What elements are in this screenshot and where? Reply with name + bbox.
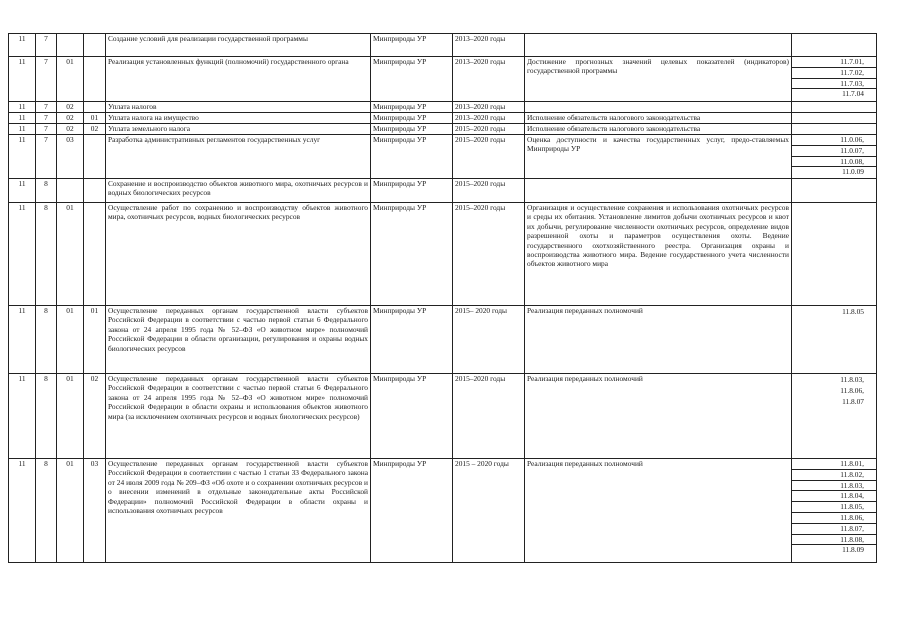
activity-name-cell: Создание условий для реализации государственной программы	[106, 34, 371, 57]
indicator-code: 11.8.07	[842, 397, 864, 406]
indicator-code: 11.8.05	[842, 307, 864, 316]
code-cell	[84, 34, 106, 57]
code-cell: 02	[84, 374, 106, 459]
result-cell: Исполнение обязательств налогового законодательства	[525, 113, 792, 124]
code-cell: 11	[9, 203, 36, 306]
code-cell: 11	[9, 124, 36, 135]
period-cell: 2015–2020 годы	[453, 203, 525, 306]
code-cell: 02	[84, 124, 106, 135]
result-cell: Достижение прогнозных значений целевых показателей (индикаторов) государственной программы	[525, 57, 792, 102]
code-cell: 8	[36, 306, 57, 374]
code-cell	[84, 135, 106, 179]
activity-name-cell: Осуществление переданных органам государственной власти субъектов Российской Федерации в соответствии с частью первой статьи 6 Федерального закона от 24 апреля 1995 года № 52–ФЗ «О животном мире» полномочий Российской Федерации в области организации, регулирования и охраны водных биологических ресурсов	[106, 306, 371, 374]
indicator-cell	[792, 374, 877, 459]
indicator-code: 11.8.01,	[792, 459, 876, 470]
result-cell	[525, 34, 792, 57]
code-cell	[57, 179, 84, 203]
executor-cell: Минприроды УР	[371, 113, 453, 124]
result-cell: Реализация переданных полномочий	[525, 374, 792, 459]
indicator-code: 11.0.07,	[792, 146, 876, 157]
indicator-code: 11.8.09	[842, 545, 864, 555]
code-cell: 01	[84, 113, 106, 124]
table-row	[9, 34, 877, 57]
result-cell: Организация и осуществление сохранения и использования охотничьих ресурсов и среды их обитания. Установление лимитов добычи охотничьих ресурсов и квот их добычи, регулирование численности охотничьих ресурсов, определение видов разрешенной охоты и параметров осуществления охоты. Ведение государственного охотхозяйственного реестра. Организация охраны и воспроизводства животного мира. Ведение государственного учета численности объектов животного мира	[525, 203, 792, 306]
executor-cell: Минприроды УР	[371, 135, 453, 179]
executor-cell: Минприроды УР	[371, 102, 453, 113]
executor-cell: Минприроды УР	[371, 203, 453, 306]
table-row	[9, 374, 877, 459]
code-cell	[84, 179, 106, 203]
indicator-code: 11.0.06,	[792, 135, 876, 146]
activity-name-cell: Уплата налогов	[106, 102, 371, 113]
indicator-code: 11.8.03,	[792, 481, 876, 492]
activity-name-cell: Осуществление работ по сохранению и воспроизводству объектов животного мира, охотничьих ресурсов, водных биологических ресурсов	[106, 203, 371, 306]
indicator-code: 11.7.02,	[792, 68, 876, 79]
executor-cell: Минприроды УР	[371, 57, 453, 102]
indicator-cell	[792, 306, 877, 374]
period-cell: 2013–2020 годы	[453, 57, 525, 102]
table-row	[9, 459, 877, 563]
period-cell: 2015 – 2020 годы	[453, 459, 525, 563]
code-cell: 11	[9, 57, 36, 102]
executor-cell: Минприроды УР	[371, 374, 453, 459]
indicator-cell	[792, 124, 877, 135]
code-cell: 01	[57, 57, 84, 102]
table-row	[9, 102, 877, 113]
program-activities-table	[8, 33, 877, 563]
indicator-code: 11.8.04,	[792, 491, 876, 502]
table-row	[9, 179, 877, 203]
activity-name-cell: Разработка административных регламентов государственных услуг	[106, 135, 371, 179]
table-row	[9, 57, 877, 102]
indicator-code: 11.0.08,	[792, 157, 876, 168]
activity-name-cell: Сохранение и воспроизводство объектов животного мира, охотничьих ресурсов и водных биологических ресурсов	[106, 179, 371, 203]
result-cell	[525, 102, 792, 113]
indicator-code: 11.8.05,	[792, 502, 876, 513]
code-cell: 7	[36, 102, 57, 113]
code-cell: 7	[36, 57, 57, 102]
code-cell: 8	[36, 203, 57, 306]
indicator-code: 11.0.09	[842, 167, 864, 177]
code-cell: 7	[36, 113, 57, 124]
indicator-code: 11.8.06,	[792, 513, 876, 524]
indicator-code: 11.7.04	[842, 89, 864, 99]
code-cell: 8	[36, 459, 57, 563]
code-cell: 7	[36, 124, 57, 135]
code-cell: 03	[84, 459, 106, 563]
table-row	[9, 135, 877, 179]
indicator-cell	[792, 179, 877, 203]
code-cell: 11	[9, 113, 36, 124]
indicator-code: 11.8.07,	[792, 524, 876, 535]
activity-name-cell: Осуществление переданных органам государственной власти субъектов Российской Федерации в соответствии с частью первой статьи 6 Федерального закона от 24 апреля 1995 года № 52–ФЗ «О животном мире» полномочий Российской Федерации в области охраны и использования объектов животного мира (за исключением охотничьих ресурсов и водных биологических ресурсов)	[106, 374, 371, 459]
activity-name-cell: Осуществление переданных органам государственной власти субъектов Российской Федерации в соответствии с частью 1 статьи 33 Федерального закона от 24 июля 2009 года № 209–ФЗ «Об охоте и о сохранении охотничьих ресурсов и о внесении изменений в отдельные законодательные акты Российской Федерации» полномочий Российской Федерации в области охраны и использования охотничьих ресурсов	[106, 459, 371, 563]
period-cell: 2015–2020 годы	[453, 124, 525, 135]
code-cell: 11	[9, 135, 36, 179]
period-cell: 2013–2020 годы	[453, 113, 525, 124]
period-cell: 2015–2020 годы	[453, 179, 525, 203]
indicator-code: 11.7.01,	[792, 57, 876, 68]
code-cell: 11	[9, 374, 36, 459]
executor-cell: Минприроды УР	[371, 459, 453, 563]
code-cell: 01	[57, 374, 84, 459]
code-cell	[57, 34, 84, 57]
result-cell	[525, 179, 792, 203]
table-row	[9, 113, 877, 124]
result-cell: Исполнение обязательств налогового законодательства	[525, 124, 792, 135]
table-row	[9, 306, 877, 374]
indicator-cell	[792, 135, 877, 179]
period-cell: 2013–2020 годы	[453, 34, 525, 57]
period-cell: 2013–2020 годы	[453, 102, 525, 113]
result-cell: Оценка доступности и качества государственных услуг, предо-ставляемых Минприроды УР	[525, 135, 792, 179]
executor-cell: Минприроды УР	[371, 179, 453, 203]
code-cell	[84, 102, 106, 113]
code-cell: 11	[9, 179, 36, 203]
indicator-cell	[792, 57, 877, 102]
indicator-code: 11.8.02,	[792, 470, 876, 481]
indicator-cell	[792, 203, 877, 306]
result-cell: Реализация переданных полномочий	[525, 459, 792, 563]
period-cell: 2015–2020 годы	[453, 135, 525, 179]
code-cell: 02	[57, 124, 84, 135]
indicator-cell	[792, 102, 877, 113]
activity-name-cell: Реализация установленных функций (полномочий) государственного органа	[106, 57, 371, 102]
period-cell: 2015– 2020 годы	[453, 306, 525, 374]
result-cell: Реализация переданных полномочий	[525, 306, 792, 374]
period-cell: 2015–2020 годы	[453, 374, 525, 459]
indicator-cell	[792, 34, 877, 57]
code-cell: 8	[36, 179, 57, 203]
code-cell: 8	[36, 374, 57, 459]
code-cell	[84, 203, 106, 306]
table-row	[9, 203, 877, 306]
code-cell: 7	[36, 135, 57, 179]
table-row	[9, 124, 877, 135]
indicator-code: 11.8.03,	[840, 375, 864, 384]
executor-cell: Минприроды УР	[371, 124, 453, 135]
code-cell: 02	[57, 113, 84, 124]
indicator-cell	[792, 459, 877, 563]
activity-name-cell: Уплата налога на имущество	[106, 113, 371, 124]
code-cell: 03	[57, 135, 84, 179]
indicator-code: 11.8.08,	[792, 535, 876, 546]
code-cell: 01	[57, 459, 84, 563]
code-cell: 11	[9, 459, 36, 563]
code-cell: 11	[9, 306, 36, 374]
activity-name-cell: Уплата земельного налога	[106, 124, 371, 135]
code-cell: 7	[36, 34, 57, 57]
indicator-code: 11.7.03,	[792, 79, 876, 90]
indicator-cell	[792, 113, 877, 124]
executor-cell: Минприроды УР	[371, 34, 453, 57]
indicator-code: 11.8.06,	[840, 386, 864, 395]
executor-cell: Минприроды УР	[371, 306, 453, 374]
code-cell: 11	[9, 34, 36, 57]
code-cell: 01	[57, 306, 84, 374]
code-cell: 11	[9, 102, 36, 113]
code-cell: 01	[57, 203, 84, 306]
code-cell: 02	[57, 102, 84, 113]
code-cell: 01	[84, 306, 106, 374]
code-cell	[84, 57, 106, 102]
